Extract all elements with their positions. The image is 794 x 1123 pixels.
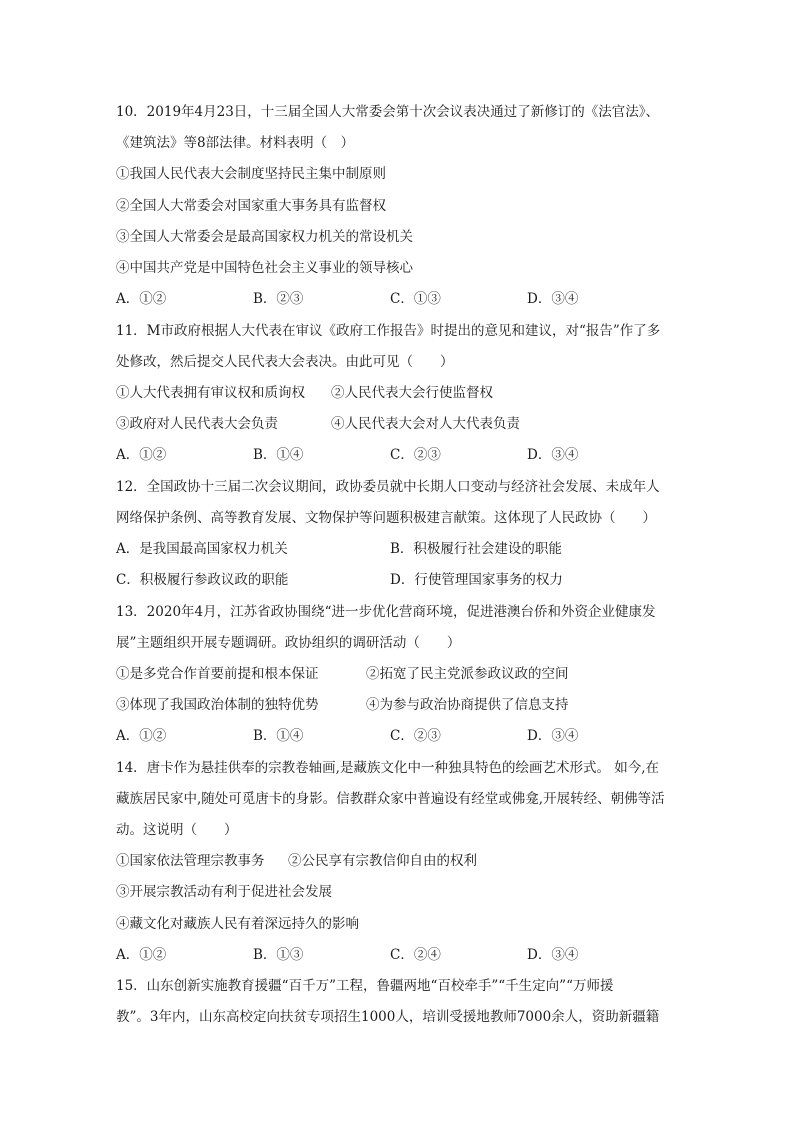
q10-statement-2: ②全国人大常委会对国家重大事务具有监督权	[116, 198, 386, 214]
q13-statements-row2	[116, 696, 682, 714]
q11-option-b[interactable]: B．①④	[253, 447, 304, 463]
q15-stem-line1: 15．山东创新实施教育援疆“百千万”工程，鲁疆两地“百校牵手”“千生定向”“万师援	[116, 978, 614, 994]
q13-statements-row1	[116, 665, 682, 683]
q11-statement-2: ②人民代表大会行使监督权	[331, 385, 493, 401]
q12-options-row1	[116, 540, 682, 558]
q11-statements-row1	[116, 384, 682, 402]
q13-option-a[interactable]: A．①②	[116, 728, 167, 744]
q10-option-c[interactable]: C．①③	[390, 291, 441, 307]
q10-stem-line1: 10．2019年4月23日，十三届全国人大常委会第十次会议表决通过了新修订的《法官法》、	[116, 104, 660, 120]
q12-option-a[interactable]: A．是我国最高国家权力机关	[116, 541, 288, 557]
q11-statement-3: ③政府对人民代表大会负责	[116, 416, 278, 432]
q10-statement-1: ①我国人民代表大会制度坚持民主集中制原则	[116, 166, 386, 182]
q12-stem-line1: 12．全国政协十三届二次会议期间，政协委员就中长期人口变动与经济社会发展、未成年人	[116, 479, 660, 495]
q14-option-c[interactable]: C．②④	[390, 947, 441, 963]
q11-option-a[interactable]: A．①②	[116, 447, 167, 463]
q10-option-a[interactable]: A．①②	[116, 291, 167, 307]
q13-options	[116, 727, 682, 745]
q10-option-b[interactable]: B．②③	[253, 291, 304, 307]
q10-options	[116, 290, 682, 308]
q14-statements-row1	[116, 852, 682, 870]
q13-option-b[interactable]: B．①④	[253, 728, 304, 744]
q11-option-c[interactable]: C．②③	[390, 447, 441, 463]
q13-stem-line1: 13．2020年4月，江苏省政协围绕“进一步优化营商环境，促进港澳台侨和外资企业健康发	[116, 604, 656, 620]
q13-statement-3: ③体现了我国政治体制的独特优势	[116, 697, 319, 713]
q10-stem-line2: 《建筑法》等8部法律。材料表明（ ）	[116, 135, 355, 151]
q13-option-d[interactable]: D．③④	[527, 728, 579, 744]
q13-option-c[interactable]: C．②③	[390, 728, 441, 744]
q11-options	[116, 446, 682, 464]
q12-option-b[interactable]: B．积极履行社会建设的职能	[390, 541, 562, 557]
q14-statement-4: ④藏文化对藏族人民有着深远持久的影响	[116, 916, 359, 932]
q13-stem-line2: 展”主题组织开展专题调研。政协组织的调研活动（ ）	[116, 635, 461, 651]
q14-stem-line1: 14．唐卡作为悬挂供奉的宗教卷轴画,是藏族文化中一种独具特色的绘画艺术形式。 如今,在	[116, 760, 660, 776]
q10-statement-4: ④中国共产党是中国特色社会主义事业的领导核心	[116, 260, 413, 276]
q13-statement-4: ④为参与政治协商提供了信息支持	[366, 697, 569, 713]
q11-stem-line1: 11．M市政府根据人大代表在审议《政府工作报告》时提出的意见和建议，对“报告”作了多	[116, 323, 661, 339]
q10-option-d[interactable]: D．③④	[527, 291, 579, 307]
q12-option-c[interactable]: C．积极履行参政议政的职能	[116, 572, 289, 588]
q14-statement-2: ②公民享有宗教信仰自由的权利	[288, 853, 477, 869]
q11-statement-4: ④人民代表大会对人大代表负责	[331, 416, 520, 432]
q11-statement-1: ①人大代表拥有审议权和质询权	[116, 385, 305, 401]
q14-statement-3: ③开展宗教活动有利于促进社会发展	[116, 884, 332, 900]
q11-option-d[interactable]: D．③④	[527, 447, 579, 463]
q12-options-row2	[116, 571, 682, 589]
q14-stem-line3: 动。这说明（ ）	[116, 822, 238, 838]
q10-statement-3: ③全国人大常委会是最高国家权力机关的常设机关	[116, 229, 413, 245]
q13-statement-2: ②拓宽了民主党派参政议政的空间	[366, 666, 569, 682]
q14-option-a[interactable]: A．①②	[116, 947, 167, 963]
q13-statement-1: ①是多党合作首要前提和根本保证	[116, 666, 319, 682]
q14-option-b[interactable]: B．①③	[253, 947, 304, 963]
q14-option-d[interactable]: D．③④	[527, 947, 579, 963]
q14-stem-line2: 藏族居民家中,随处可觅唐卡的身影。信教群众家中普遍设有经堂或佛龛,开展转经、朝佛等活	[116, 791, 665, 807]
q15-stem-line2: 教”。3年内，山东高校定向扶贫专项招生1000人，培训受援地教师7000余人，资助新疆籍	[116, 1009, 660, 1025]
q14-statement-1: ①国家依法管理宗教事务	[116, 853, 265, 869]
q11-stem-line2: 处修改，然后提交人民代表大会表决。由此可见（ ）	[116, 354, 454, 370]
q14-options	[116, 946, 682, 964]
q11-statements-row2	[116, 415, 682, 433]
q12-stem-line2: 网络保护条例、高等教育发展、文物保护等问题积极建言献策。这体现了人民政协（ ）	[116, 510, 656, 526]
q12-option-d[interactable]: D．行使管理国家事务的权力	[390, 572, 563, 588]
